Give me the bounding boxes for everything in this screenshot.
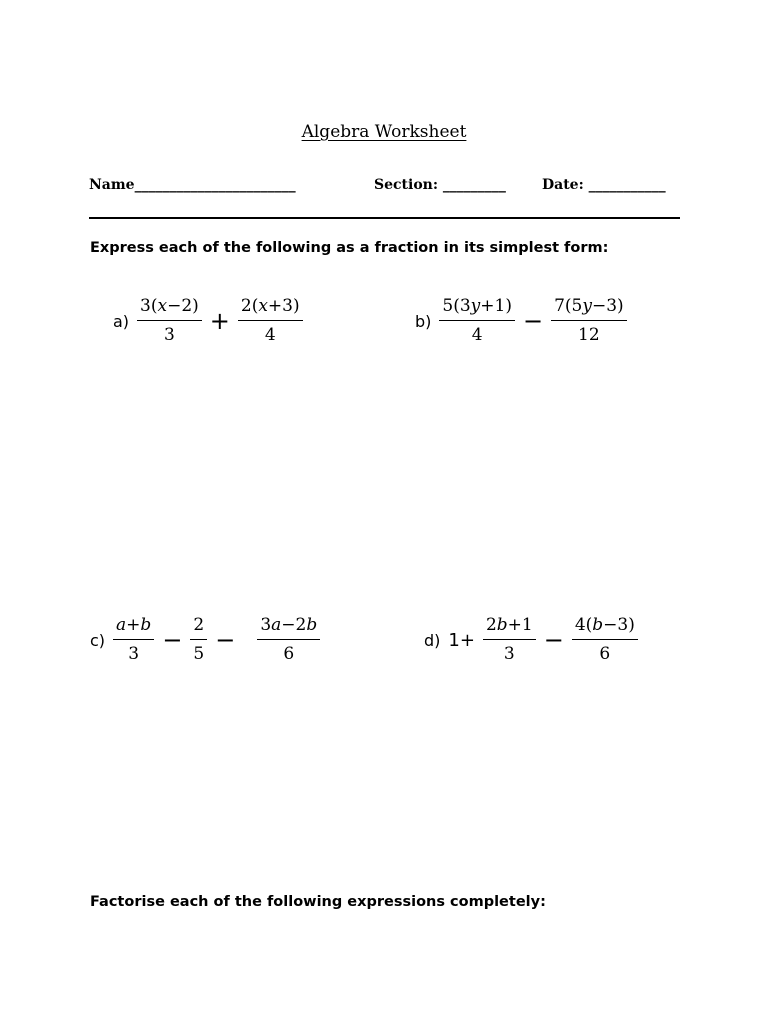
fraction	[483, 617, 536, 663]
numerator: 3𝑎−2𝑏	[260, 615, 318, 635]
fraction	[113, 617, 154, 663]
page-title: Algebra Worksheet	[301, 122, 467, 142]
problem-label: d)	[424, 630, 441, 650]
operator: −	[162, 626, 183, 654]
operator: −	[543, 626, 564, 654]
numerator: 5(3𝑦+1)	[442, 296, 512, 316]
denominator: 3	[503, 644, 515, 664]
operator: +	[209, 307, 230, 335]
problem-d	[424, 617, 638, 663]
denominator: 6	[283, 644, 295, 664]
numerator: 2	[193, 615, 205, 635]
numerator: 2𝑏+1	[485, 615, 533, 635]
fraction	[190, 617, 207, 663]
fraction	[551, 298, 627, 344]
fraction	[572, 617, 638, 663]
name-field: Name_______________________	[89, 177, 296, 193]
numerator: 3(𝑥−2)	[140, 296, 199, 316]
section-field: Section: _________	[374, 177, 506, 193]
denominator: 4	[471, 325, 483, 345]
numerator: 4(𝑏−3)	[574, 615, 635, 635]
problem-label: c)	[90, 630, 106, 650]
problem-label: b)	[415, 311, 432, 331]
numerator: 𝑎+𝑏	[116, 615, 152, 635]
date-field: Date: ___________	[542, 177, 666, 193]
fraction	[257, 617, 320, 663]
numerator: 2(𝑥+3)	[240, 296, 300, 316]
operator: −	[522, 307, 544, 335]
denominator: 12	[578, 325, 600, 345]
problem-label: a)	[113, 311, 130, 331]
operator: −	[215, 626, 236, 654]
problem-b	[415, 298, 627, 344]
instruction-factorise: Factorise each of the following expressions completely:	[90, 894, 546, 910]
instruction-fractions: Express each of the following as a fraction in its simplest form:	[90, 240, 609, 256]
numerator: 7(5𝑦−3)	[554, 296, 624, 316]
lead-term: 1+	[448, 629, 475, 651]
denominator: 5	[193, 644, 205, 664]
fraction	[439, 298, 515, 344]
denominator: 6	[599, 644, 611, 664]
fraction	[238, 298, 303, 344]
denominator: 4	[264, 325, 276, 345]
fraction	[137, 298, 202, 344]
header-divider	[89, 217, 680, 219]
denominator: 3	[128, 644, 140, 664]
denominator: 3	[164, 325, 175, 345]
problem-c	[90, 617, 320, 663]
problem-a	[113, 298, 303, 344]
